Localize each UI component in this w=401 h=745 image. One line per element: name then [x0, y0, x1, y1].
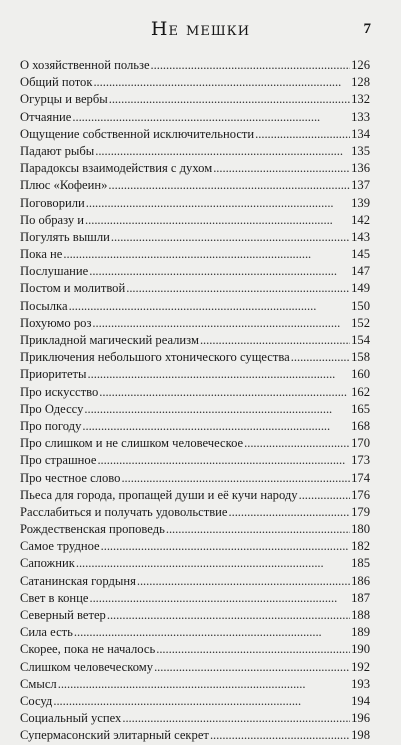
toc-entry: [20, 280, 370, 297]
toc-entry-title: Парадоксы взаимодействия с духом: [20, 161, 213, 176]
dot-leader: [122, 710, 350, 727]
toc-entry-title: Сила есть: [20, 625, 73, 640]
toc-entry: [20, 160, 370, 177]
toc-entry-page: 150: [351, 298, 370, 313]
toc-entry: [20, 676, 370, 693]
toc-entry: [20, 659, 370, 676]
dot-leader: [89, 590, 350, 607]
running-title: Не мешки: [150, 18, 251, 40]
toc-entry-page: 196: [351, 711, 370, 726]
toc-entry-title: Слишком человеческому: [20, 659, 154, 674]
dot-leader: [82, 418, 350, 435]
dot-leader: [156, 641, 350, 658]
toc-entry: [20, 521, 370, 538]
toc-entry-title: Про Одессу: [20, 401, 84, 416]
toc-entry-page: 189: [351, 625, 370, 640]
toc-entry: [20, 538, 370, 555]
dot-leader: [109, 91, 350, 108]
toc-entry-page: 173: [351, 453, 370, 468]
toc-entry-page: 136: [351, 161, 370, 176]
toc-entry-page: 137: [351, 178, 370, 193]
dot-leader: [121, 470, 350, 487]
dot-leader: [63, 246, 350, 263]
dot-leader: [97, 452, 350, 469]
toc-entry: [20, 263, 370, 280]
dot-leader: [72, 109, 350, 126]
dot-leader: [137, 573, 350, 590]
toc-entry-title: Общий поток: [20, 75, 93, 90]
toc-entry-page: 132: [351, 92, 370, 107]
dot-leader: [126, 280, 350, 297]
toc-entry-page: 185: [351, 556, 370, 571]
dot-leader: [95, 143, 350, 160]
toc-entry: [20, 74, 370, 91]
toc-entry-page: 128: [351, 75, 370, 90]
dot-leader: [229, 504, 351, 521]
toc-entry-title: Огурцы и вербы: [20, 92, 108, 107]
dot-leader: [85, 212, 350, 229]
toc-entry-page: 154: [351, 333, 370, 347]
toc-entry-title: Похуюмо роз: [20, 315, 92, 330]
toc-entry: [20, 126, 370, 143]
toc-entry-title: По образу и: [20, 212, 85, 227]
page-header: [0, 18, 401, 46]
toc-entry-page: 142: [351, 212, 370, 227]
toc-entry: [20, 641, 370, 658]
toc-entry-page: 170: [351, 436, 370, 451]
toc-entry-page: 143: [351, 229, 370, 244]
toc-entry: [20, 143, 370, 160]
dot-leader: [89, 263, 350, 280]
toc-entry-title: Свет в конце: [20, 590, 89, 605]
dot-leader: [76, 555, 350, 572]
dot-leader: [299, 487, 351, 504]
toc-entry-page: 126: [351, 58, 370, 72]
toc-entry-page: 190: [351, 642, 370, 657]
dot-leader: [84, 401, 350, 418]
toc-entry: [20, 607, 370, 624]
toc-entry-title: О хозяйственной пользе: [20, 58, 150, 72]
toc-entry: [20, 229, 370, 246]
toc-entry-page: 152: [351, 315, 370, 330]
dot-leader: [210, 727, 350, 744]
toc-entry-title: Пока не: [20, 247, 63, 262]
dot-leader: [151, 57, 351, 74]
toc-entry: [20, 710, 370, 727]
toc-entry-page: 179: [351, 504, 370, 519]
toc-entry-page: 147: [351, 264, 370, 279]
toc-entry: [20, 555, 370, 572]
toc-entry-title: Сапожник: [20, 556, 75, 571]
toc-entry-page: 134: [351, 126, 370, 141]
toc-entry-title: Приключения небольшого хтонического существа: [20, 350, 290, 365]
toc-entry: [20, 212, 370, 229]
toc-entry-title: Сосуд: [20, 693, 53, 708]
toc-entry-page: 193: [351, 676, 370, 691]
toc-entry-title: Падают рыбы: [20, 143, 95, 158]
dot-leader: [58, 676, 350, 693]
toc-entry: [20, 246, 370, 263]
dot-leader: [111, 229, 350, 246]
toc-entry-title: Социальный успех: [20, 711, 122, 726]
toc-entry: [20, 401, 370, 418]
dot-leader: [99, 384, 350, 401]
dot-leader: [244, 435, 350, 452]
toc-entry: [20, 384, 370, 401]
toc-entry-page: 198: [351, 728, 370, 743]
dot-leader: [255, 126, 350, 143]
toc-entry-page: 187: [351, 590, 370, 605]
toc-entry: [20, 332, 370, 349]
toc-entry-page: 176: [351, 487, 370, 502]
toc-entry-page: 135: [351, 143, 370, 158]
dot-leader: [92, 315, 350, 332]
toc-entry-page: 165: [351, 401, 370, 416]
toc-entry-page: 160: [351, 367, 370, 382]
toc-entry-title: Погулять вышли: [20, 229, 110, 244]
toc-entry-title: Поговорили: [20, 195, 85, 210]
toc-entry-page: 158: [351, 350, 370, 365]
dot-leader: [86, 195, 350, 212]
toc-entry-title: Северный ветер: [20, 608, 106, 622]
toc-entry-page: 180: [351, 522, 370, 537]
toc-entry: [20, 195, 370, 212]
toc-entry-title: Отчаяние: [20, 109, 72, 124]
toc-entry-title: Скорее, пока не началось: [20, 642, 156, 657]
toc-entry: [20, 487, 370, 504]
dot-leader: [101, 538, 350, 555]
toc-entry-title: Самое трудное: [20, 539, 100, 554]
toc-entry: [20, 366, 370, 383]
toc-entry-page: 168: [351, 418, 370, 433]
dot-leader: [291, 349, 350, 366]
dot-leader: [166, 521, 350, 538]
dot-leader: [107, 607, 350, 624]
toc-entry: [20, 624, 370, 641]
dot-leader: [200, 332, 350, 349]
dot-leader: [213, 160, 350, 177]
toc-entry: [20, 470, 370, 487]
toc-entry: [20, 590, 370, 607]
toc-entry-page: 162: [351, 384, 370, 399]
toc-entry-title: Пьеса для города, пропащей души и её кучи народу: [20, 487, 298, 502]
toc-entry: [20, 452, 370, 469]
dot-leader: [74, 624, 350, 641]
toc-entry-page: 182: [351, 539, 370, 554]
toc-entry: [20, 573, 370, 590]
dot-leader: [154, 659, 350, 676]
toc-entry-page: 145: [351, 247, 370, 262]
toc-entry-page: 188: [351, 608, 370, 622]
toc-entry-title: Про искусство: [20, 384, 99, 399]
dot-leader: [53, 693, 350, 710]
dot-leader: [108, 177, 350, 194]
toc-entry: [20, 315, 370, 332]
table-of-contents: [20, 57, 370, 745]
toc-entry-title: Приоритеты: [20, 367, 87, 382]
toc-entry-title: Рождественская проповедь: [20, 522, 165, 537]
toc-entry: [20, 91, 370, 108]
toc-entry: [20, 727, 370, 744]
toc-entry: [20, 298, 370, 315]
toc-entry: [20, 418, 370, 435]
toc-entry-title: Сатанинская гордыня: [20, 573, 136, 588]
toc-entry-page: 174: [351, 470, 370, 485]
toc-entry-page: 186: [351, 573, 370, 588]
toc-entry-title: Про погоду: [20, 418, 82, 433]
dot-leader: [69, 298, 351, 315]
toc-entry: [20, 504, 370, 521]
toc-entry-title: Про страшное: [20, 453, 97, 468]
toc-entry-page: 139: [351, 195, 370, 210]
toc-entry-title: Смысл: [20, 676, 57, 691]
toc-entry: [20, 57, 370, 74]
page-number: 7: [363, 21, 371, 37]
toc-entry-title: Про слишком и не слишком человеческое: [20, 436, 244, 451]
toc-entry-title: Расслабиться и получать удовольствие: [20, 504, 228, 519]
toc-entry-page: 133: [351, 109, 370, 124]
toc-entry-page: 149: [351, 281, 370, 296]
dot-leader: [93, 74, 350, 91]
toc-entry-title: Супермасонский элитарный секрет: [20, 728, 209, 743]
toc-entry-page: 192: [351, 659, 370, 674]
toc-entry-title: Посылка: [20, 298, 68, 313]
toc-entry-title: Прикладной магический реализм: [20, 333, 199, 347]
toc-entry-page: 194: [351, 693, 370, 708]
toc-entry: [20, 435, 370, 452]
toc-entry-title: Постом и молитвой: [20, 281, 126, 296]
toc-entry: [20, 693, 370, 710]
toc-entry-title: Послушание: [20, 264, 89, 279]
dot-leader: [88, 366, 351, 383]
toc-entry-title: Плюс «Кофеин»: [20, 178, 108, 193]
toc-entry-title: Ощущение собственной исключительности: [20, 126, 255, 141]
toc-entry-title: Про честное слово: [20, 470, 121, 485]
toc-entry: [20, 177, 370, 194]
toc-entry: [20, 109, 370, 126]
toc-entry: [20, 349, 370, 366]
